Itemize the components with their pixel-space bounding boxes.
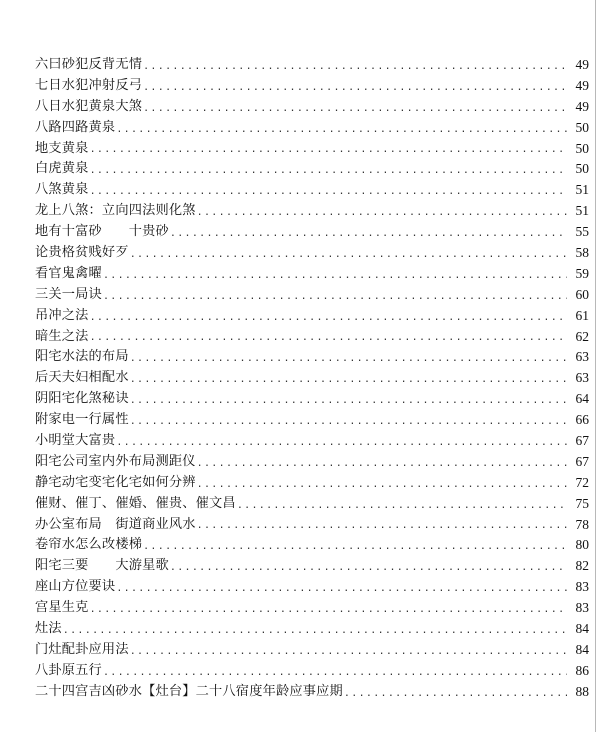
toc-entry-title: 三关一局诀	[35, 286, 102, 302]
dot-leader	[103, 267, 567, 285]
toc-entry-title: 看官鬼禽曜	[35, 265, 102, 281]
toc-entry	[35, 264, 589, 285]
toc-entry	[35, 76, 589, 97]
dot-leader	[90, 309, 567, 327]
toc-entry-title: 白虎黄泉	[35, 161, 89, 177]
toc-entry	[35, 452, 589, 473]
toc-entry-page-number: 83	[575, 579, 589, 595]
dot-leader	[237, 497, 567, 515]
dot-leader	[116, 434, 567, 452]
dot-leader	[130, 371, 567, 389]
toc-entry-title: 八路四路黄泉	[35, 119, 116, 135]
dot-leader	[143, 100, 567, 118]
toc-entry-title: 宫星生克	[35, 600, 89, 616]
toc-entry-page-number: 88	[575, 683, 589, 699]
toc-entry-page-number: 86	[575, 662, 589, 678]
toc-entry	[35, 473, 589, 494]
toc-entry-page-number: 50	[575, 140, 589, 156]
toc-entry	[35, 410, 589, 431]
dot-leader	[344, 685, 567, 703]
toc-entry-title: 灶法	[35, 621, 62, 637]
dot-leader	[116, 580, 567, 598]
toc-entry	[35, 306, 589, 327]
toc-entry-page-number: 64	[575, 391, 589, 407]
toc-entry	[35, 201, 589, 222]
toc-entry-page-number: 58	[575, 245, 589, 260]
toc-entry-title: 六曰砂犯反背无情	[35, 56, 143, 72]
toc-entry-page-number: 55	[575, 224, 589, 240]
dot-leader	[130, 246, 567, 264]
toc-entry-page-number: 67	[575, 453, 589, 469]
toc-entry	[35, 285, 589, 306]
toc-entry-page-number: 49	[575, 56, 589, 72]
toc-entry-title: 小明堂大富贵	[35, 433, 116, 449]
toc-entry	[35, 515, 589, 536]
toc-entry-page-number: 61	[575, 307, 589, 323]
dot-leader	[143, 58, 567, 76]
dot-leader	[130, 350, 567, 368]
dot-leader	[197, 204, 567, 222]
toc-entry	[35, 661, 589, 682]
toc-entry-page-number: 62	[575, 328, 589, 344]
toc-entry-title: 后天夫妇相配水	[35, 370, 129, 386]
toc-entry-title: 龙上八煞：立向四法则化煞	[35, 203, 196, 219]
toc-entry-page-number: 75	[575, 495, 589, 511]
toc-entry-page-number: 84	[575, 641, 589, 657]
toc-entry-title: 静宅动宅变宅化宅如何分辨	[35, 474, 196, 490]
toc-entry	[35, 556, 589, 577]
dot-leader	[90, 162, 567, 180]
toc-entry-title: 阳宅公司室内外布局测距仪	[35, 453, 196, 469]
dot-leader	[170, 225, 567, 243]
toc-entry-page-number: 51	[575, 182, 589, 198]
toc-entry-title: 八卦原五行	[35, 662, 102, 678]
toc-entry-title: 阴阳宅化煞秘诀	[35, 391, 129, 407]
toc-entry-page-number: 82	[575, 558, 589, 574]
toc-entry-page-number: 78	[575, 516, 589, 532]
toc-entry	[35, 327, 589, 348]
toc-entry	[35, 494, 589, 515]
toc-entry	[35, 389, 589, 410]
toc-entry-title: 催财、催丁、催婚、催贵、催文昌	[35, 495, 236, 511]
toc-entry	[35, 577, 589, 598]
toc-entry-title: 阳宅三要 大游星歌	[35, 558, 169, 574]
toc-entry-page-number: 63	[575, 370, 589, 386]
toc-entry-page-number: 51	[575, 203, 589, 219]
dot-leader	[197, 455, 567, 473]
toc-entry-page-number: 59	[575, 265, 589, 281]
toc-entry-page-number: 66	[575, 412, 589, 428]
toc-entry-title: 七日水犯冲射反弓	[35, 77, 143, 93]
dot-leader	[103, 288, 567, 306]
toc-entry	[35, 640, 589, 661]
toc-entry-page-number: 50	[575, 161, 589, 177]
toc-entry	[35, 431, 589, 452]
toc-entry-page-number: 60	[575, 286, 589, 302]
toc-entry-title: 地支黄泉	[35, 140, 89, 156]
toc-entry-title: 八日水犯黄泉大煞	[35, 98, 143, 114]
toc-entry	[35, 118, 589, 139]
toc-entry	[35, 55, 589, 76]
dot-leader	[116, 121, 567, 139]
toc-entry-title: 二十四宫吉凶砂水【灶台】二十八宿度年龄应事应期	[35, 683, 343, 699]
toc-entry-title: 暗生之法	[35, 328, 89, 344]
toc-entry-title: 卷帘水怎么改楼梯	[35, 537, 143, 553]
toc-entry-title: 座山方位要诀	[35, 579, 116, 595]
toc-entry	[35, 139, 589, 160]
toc-entry-title: 阳宅水法的布局	[35, 349, 129, 365]
toc-entry-page-number: 84	[575, 621, 589, 637]
toc-entry-title: 门灶配卦应用法	[35, 641, 129, 657]
dot-leader	[63, 622, 567, 640]
toc-entry-title: 附家电一行属性	[35, 412, 129, 428]
toc-entry	[35, 619, 589, 640]
toc-entry	[35, 159, 589, 180]
dot-leader	[103, 664, 567, 682]
toc-entry-title: 办公室布局 街道商业风水	[35, 516, 196, 532]
toc-entry-page-number: 49	[575, 77, 589, 93]
dot-leader	[143, 538, 567, 556]
dot-leader	[90, 141, 567, 159]
dot-leader	[170, 559, 567, 577]
toc-entry-page-number: 67	[575, 433, 589, 449]
toc-entry-page-number: 72	[575, 474, 589, 490]
dot-leader	[90, 183, 567, 201]
dot-leader	[130, 392, 567, 410]
page-edge-divider	[595, 0, 596, 732]
dot-leader	[197, 517, 567, 535]
toc-entry	[35, 598, 589, 619]
toc-entry	[35, 243, 589, 264]
toc-entry	[35, 682, 589, 703]
toc-entry	[35, 347, 589, 368]
toc-entry-page-number: 63	[575, 349, 589, 365]
toc-entry-title: 八煞黄泉	[35, 182, 89, 198]
table-of-contents	[35, 55, 589, 703]
toc-entry-page-number: 49	[575, 98, 589, 114]
toc-entry-title: 论贵格贫贱好歹	[35, 245, 129, 260]
toc-entry	[35, 180, 589, 201]
dot-leader	[143, 79, 567, 97]
toc-entry	[35, 222, 589, 243]
toc-entry	[35, 368, 589, 389]
toc-entry-page-number: 83	[575, 600, 589, 616]
toc-entry	[35, 535, 589, 556]
dot-leader	[90, 329, 567, 347]
dot-leader	[130, 413, 567, 431]
toc-entry	[35, 97, 589, 118]
dot-leader	[197, 476, 567, 494]
toc-entry-title: 地有十富砂 十贵砂	[35, 224, 169, 240]
dot-leader	[130, 643, 567, 661]
toc-entry-page-number: 50	[575, 119, 589, 135]
toc-entry-page-number: 80	[575, 537, 589, 553]
toc-entry-title: 吊冲之法	[35, 307, 89, 323]
dot-leader	[90, 601, 567, 619]
